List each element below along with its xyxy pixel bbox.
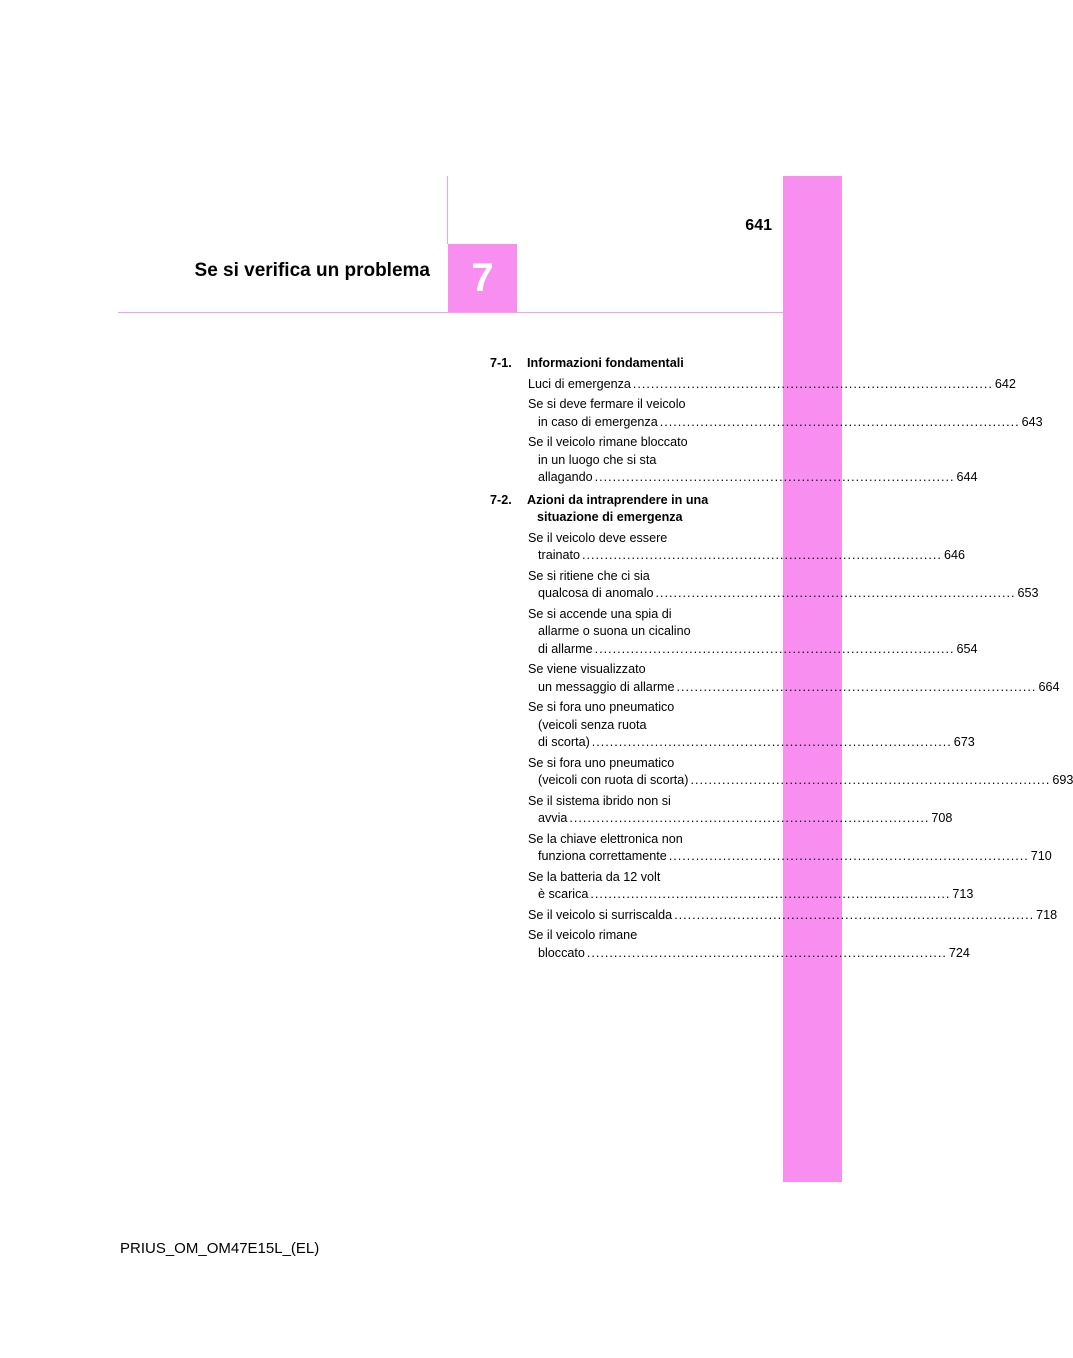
entry-page-number: 644 [956,470,978,484]
toc-entry-link[interactable] [528,606,978,659]
entry-text-line: Se la chiave elettronica non [528,831,683,846]
entry-text-line: è scarica [538,887,589,901]
chapter-number-box [448,244,517,312]
entry-text-line: Se il veicolo rimane bloccato [528,435,688,449]
entry-page-number: 713 [952,887,974,901]
entry-page-number: 654 [956,641,978,656]
toc-entry-link[interactable] [528,434,978,487]
toc-entry-link[interactable] [528,831,1052,866]
entry-text-line: Se si ritiene che ci sia [528,568,650,583]
entry-text-line: allarme o suona un cicalino [538,624,691,638]
toc-entry-link[interactable] [528,396,1043,431]
section-number: 7-2. [490,492,512,507]
section-title-line: situazione di emergenza [537,510,683,524]
entry-text-line: avvia [538,811,568,825]
entry-text-line: di scorta) [538,735,590,749]
entry-text-line: trainato [538,548,581,562]
section-title [527,355,740,373]
entry-page-number: 693 [1052,773,1073,787]
entry-page-number: 718 [1036,907,1058,922]
entry-page-number: 708 [931,811,953,825]
dot-leader: ................................................................................ [586,945,947,960]
entry-text-line: Se il sistema ibrido non si [528,793,671,808]
entry-text-line: in caso di emergenza [538,414,658,429]
dot-leader: ................................................................................ [659,414,1020,429]
chapter-number: 7 [471,255,494,300]
toc-entry-link[interactable] [528,869,974,904]
entry-page-number: 642 [994,376,1016,391]
header-horizontal-rule [118,312,783,313]
dot-leader: ................................................................................ [591,735,952,749]
entry-text-line: funziona correttamente [538,849,667,863]
section-title-line: Azioni da intraprendere in una [527,492,709,507]
entry-text-line: (veicoli senza ruota [538,717,647,732]
section-number: 7-1. [490,356,512,370]
toc-section-heading [490,355,740,373]
entry-text-line: bloccato [538,945,585,960]
toc-entry-link[interactable] [528,568,1039,603]
dot-leader: ................................................................................ [594,641,955,656]
dot-leader: ................................................................................ [676,679,1037,694]
dot-leader: ................................................................................ [668,849,1029,863]
entry-text-line: Se si deve fermare il veicolo [528,397,686,411]
entry-text-line: un messaggio di allarme [538,679,675,694]
entry-page-number: 646 [943,548,965,562]
entry-page-number: 653 [1017,586,1039,600]
entry-page-number: 724 [948,945,970,960]
entry-text-line: Se il veicolo deve essere [528,530,668,545]
toc-entry-link[interactable] [528,793,953,828]
dot-leader: ................................................................................ [582,548,942,562]
dot-leader: ................................................................................ [690,773,1051,787]
toc-entry-link[interactable] [528,927,970,962]
dot-leader: ................................................................................ [632,376,993,391]
page-number: 641 [745,217,772,234]
entry-text-line: Se il veicolo rimane [528,928,638,942]
dot-leader: ................................................................................ [590,887,951,901]
toc-entry-link[interactable] [528,755,1073,790]
entry-text-line: (veicoli con ruota di scorta) [538,773,689,787]
toc-entry-link[interactable] [528,699,975,752]
entry-text-line: in un luogo che si sta [538,452,657,467]
entry-text-line: Luci di emergenza [528,376,631,391]
dot-leader: ................................................................................ [674,907,1035,922]
dot-leader: ................................................................................ [569,811,930,825]
dot-leader: ................................................................................ [594,470,955,484]
document-code: PRIUS_OM_OM47E15L_(EL) [120,1240,320,1257]
toc-entry-link[interactable] [528,661,1060,696]
entry-text-line: Se la batteria da 12 volt [528,869,661,884]
entry-text-line: Se si accende una spia di [528,606,672,621]
entry-text-line: allagando [538,470,593,484]
chapter-title: Se si verifica un problema [194,260,430,281]
entry-text-line: Se viene visualizzato [528,662,646,676]
toc-entry-link[interactable] [528,907,1058,925]
header-vertical-rule [447,176,448,244]
toc-section-heading [490,492,740,527]
toc-entry-link[interactable] [528,376,1016,394]
entry-page-number: 664 [1038,679,1060,694]
entry-page-number: 643 [1021,414,1043,429]
entry-text-line: di allarme [538,641,593,656]
section-title [527,492,740,527]
dot-leader: ................................................................................ [655,586,1016,600]
table-of-contents [490,355,1073,965]
entry-page-number: 710 [1030,849,1052,863]
entry-text-line: Se si fora uno pneumatico [528,700,675,714]
entry-page-number: 673 [953,735,975,749]
entry-text-line: Se il veicolo si surriscalda [528,907,673,922]
entry-text-line: qualcosa di anomalo [538,586,654,600]
section-title-line: Informazioni fondamentali [527,356,684,370]
toc-entry-link[interactable] [528,530,965,565]
entry-text-line: Se si fora uno pneumatico [528,755,675,770]
